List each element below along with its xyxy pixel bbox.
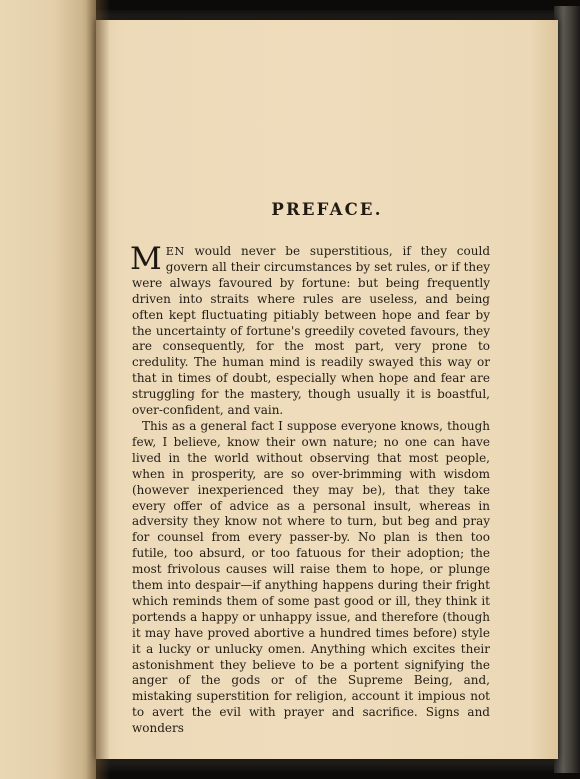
first-word-smallcaps: EN [165, 245, 185, 258]
left-page [0, 0, 96, 779]
paragraph-1 [130, 241, 490, 419]
drop-cap: M [130, 241, 162, 277]
page-heading: PREFACE. [271, 200, 383, 219]
cover-edge-bottom [96, 758, 566, 772]
paragraph-2: This as a general fact I suppose everyone knows, though few, I believe, know their own nature; no one can have lived in the world without observing that most people, when in prosperity, are so over-brimming with wisdom (however inexperienced they may be), that they take every offer of advice as a personal insult, whereas in adversity they know not where to turn, but beg and pray for counsel from every passer-by. No plan is then too futile, too absurd, or too fatuous for their adoption; the most frivolous causes will raise them to hope, or plunge them into despair—if anything happens during their fright which reminds them of some past good or ill, they think it portends a happy or unhappy issue, and therefore (though it may have proved abortive a hundred times before) style it a lucky or unlucky omen. Anything which excites their astonishment they believe to be a portent signifying the anger of the gods or of the Supreme Being, and, mistaking superstition for religion, account it impious not to avert the evil with prayer and sacrifice. Signs and wonders [132, 418, 490, 736]
paragraph-1-text: would never be superstitious, if they could govern all their circumstances by set rules, or if they were always favoured by fortune: but being frequently driven into straits where rules are useless, and being often kept fluctuating pitiably between hope and fear by the uncertainty of fortune's greedily coveted favours, they are consequently, for the most part, very prone to credulity. The human mind is readily swayed this way or that in times of doubt, especially when hope and fear are struggling for the mastery, though usually it is boastful, over-confident, and vain. [132, 244, 490, 418]
body-text [130, 241, 490, 737]
page-gutter [86, 0, 110, 779]
